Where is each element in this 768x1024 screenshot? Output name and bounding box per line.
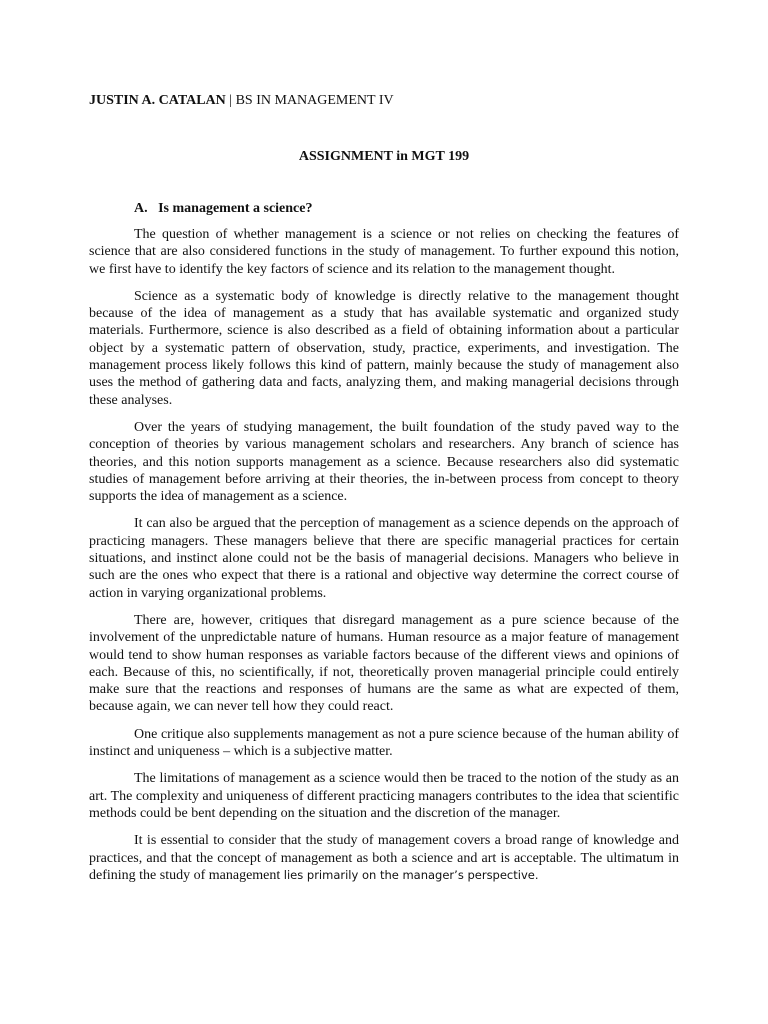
paragraph: There are, however, critiques that disregard management as a pure science because of the involvement of the unpredictable nature of humans. Human resource as a major feature of management would tend to show human responses as variable factors because of the different views and opinions of each. Because of this, no scientifically, if not, theoretically proven managerial principle could entirely make sure that the reactions and responses of humans are the same as what are expected of them, because again, we can never tell how they could react. xyxy=(89,612,679,715)
author-name: JUSTIN A. CATALAN xyxy=(89,93,226,108)
final-paragraph xyxy=(89,832,679,884)
paragraph: One critique also supplements management as not a pure science because of the human ability of instinct and uniqueness – which is a subjective matter. xyxy=(89,726,679,760)
author-separator: | xyxy=(225,93,236,108)
paragraph: It can also be argued that the perception of management as a science depends on the approach of practicing managers. These managers believe that there are specific managerial practices for certain situations, and instinct alone could not be the basis of managerial decisions. Managers who believe in such are the ones who expect that there is a rational and objective way determine the correct course of action in varying organizational problems. xyxy=(89,516,679,601)
paragraph: The question of whether management is a science or not relies on checking the features of science that are also considered functions in the study of management. To further expound this notion, we first have to identify the key factors of science and its relation to the management thought. xyxy=(89,227,679,277)
author-line xyxy=(89,92,394,110)
paragraph: The limitations of management as a science would then be traced to the notion of the study as an art. The complexity and uniqueness of different practicing managers contributes to the idea that scientific methods could be bent depending on the situation and the discretion of the manager. xyxy=(89,771,679,821)
final-paragraph-main: It is essential to consider that the study of management covers a broad range of knowledge and practices, and that the concept of management as both a science and art is acceptable. The ultimatum in defining the study of management xyxy=(89,833,679,883)
final-paragraph-tail: lies primarily on the manager’s perspective. xyxy=(283,867,539,882)
paragraph: Over the years of studying management, the built foundation of the study paved way to the conception of theories by various management scholars and researchers. Any branch of science has theories, and this notion supports management as a science. Because researchers also did systematic studies of management before arriving at their theories, the in-between process from concept to theory supports the idea of management as a science. xyxy=(89,419,679,505)
body-text xyxy=(89,226,679,894)
paragraph: Science as a systematic body of knowledge is directly relative to the management thought because of the idea of management as a study that has available systematic and organized study materials. Furthermore, science is also described as a field of obtaining information about a particular object by a systematic pattern of observation, study, practice, experiments, and investigation. The management process likely follows this kind of pattern, mainly because the study of management also uses the method of gathering data and facts, analyzing them, and making managerial decisions through these analyses. xyxy=(89,288,679,408)
assignment-title: ASSIGNMENT in MGT 199 xyxy=(298,149,470,164)
section-heading: A. Is management a science? xyxy=(134,201,313,216)
author-program: BS IN MANAGEMENT IV xyxy=(235,93,394,108)
